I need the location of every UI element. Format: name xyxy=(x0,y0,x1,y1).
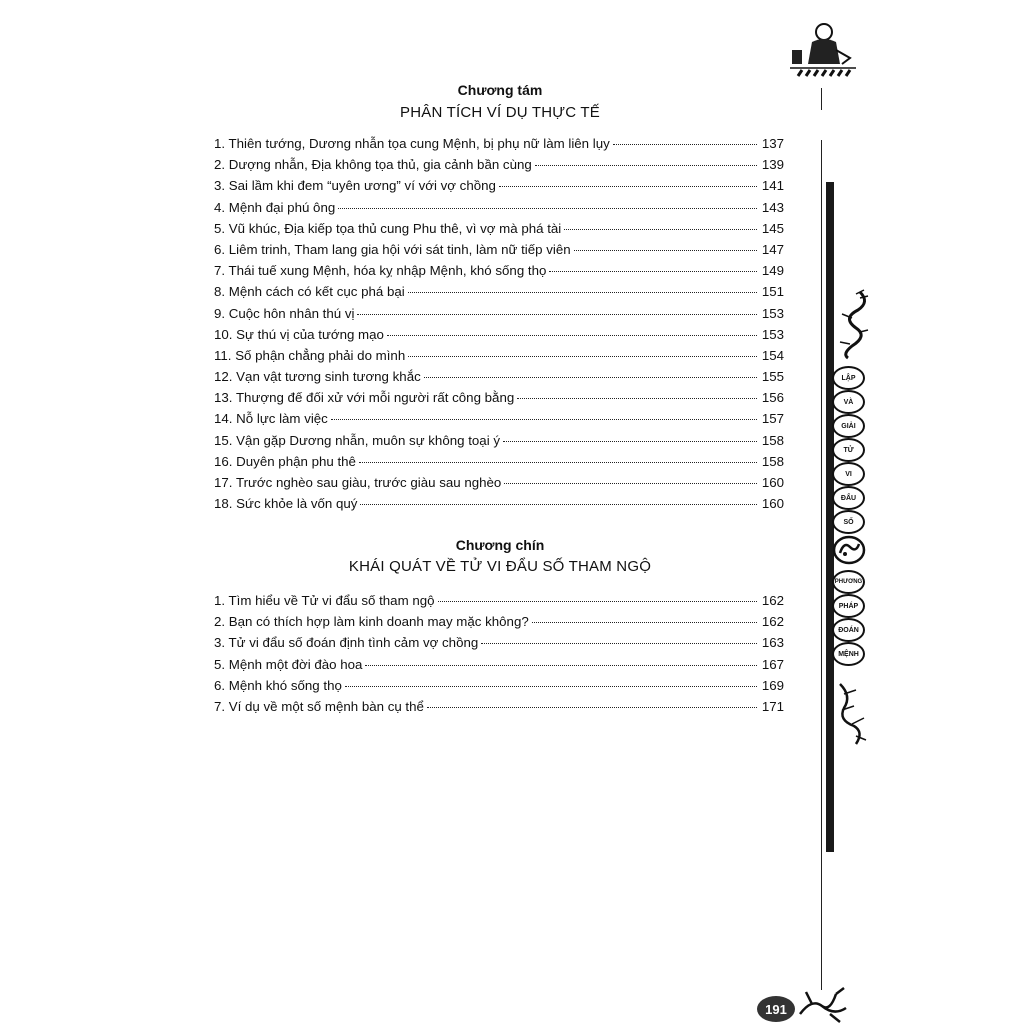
side-seal-vi: VI xyxy=(832,462,865,486)
floral-ornament-icon xyxy=(796,984,852,1024)
toc-entry-title: 5. Vũ khúc, Địa kiếp tọa thủ cung Phu thê, vì vợ mà phá tài xyxy=(214,220,562,236)
toc-entry-title: 4. Mệnh đại phú ông xyxy=(214,199,336,215)
toc-entry-page: 151 xyxy=(761,284,784,300)
toc-entry-page: 154 xyxy=(761,347,784,363)
side-seal-lap: LẬP xyxy=(832,366,865,390)
leader-dots xyxy=(408,356,757,357)
dragon-icon xyxy=(830,288,872,360)
toc-entry-page: 160 xyxy=(761,496,784,512)
toc-entry-title: 11. Số phận chẳng phải do mình xyxy=(214,347,406,363)
toc-entry-title: 8. Mệnh cách có kết cục phá bại xyxy=(214,284,405,300)
toc-entry-title: 15. Vận gặp Dương nhẫn, muôn sự không toại ý xyxy=(214,432,500,448)
toc-entry-page: 153 xyxy=(761,326,784,342)
toc-entry[interactable] xyxy=(214,699,784,720)
toc-entry[interactable] xyxy=(214,657,784,678)
toc-entry-title: 16. Duyên phận phu thê xyxy=(214,453,356,469)
toc-entry-page: 147 xyxy=(761,241,784,257)
toc-entry[interactable] xyxy=(214,678,784,699)
toc-entry[interactable] xyxy=(214,496,784,517)
toc-entry-title: 9. Cuộc hôn nhân thú vị xyxy=(214,305,355,321)
side-seal-so: SỐ xyxy=(832,510,865,534)
toc-entry[interactable] xyxy=(214,614,784,635)
toc-entry-page: 162 xyxy=(761,614,784,630)
toc-entry-title: 7. Ví dụ về một số mệnh bàn cụ thể xyxy=(214,698,424,714)
leader-dots xyxy=(535,165,757,166)
toc-entry[interactable] xyxy=(214,327,784,348)
toc-entry[interactable] xyxy=(214,411,784,432)
leader-dots xyxy=(408,292,757,293)
leader-dots xyxy=(360,504,757,505)
chapter-8-label: Chương tám xyxy=(457,82,543,98)
toc-entry-page: 143 xyxy=(761,199,784,215)
leader-dots xyxy=(504,483,757,484)
toc-entry[interactable] xyxy=(214,178,784,199)
leader-dots xyxy=(338,208,757,209)
toc-entry-page: 141 xyxy=(761,178,784,194)
toc-entry[interactable] xyxy=(214,242,784,263)
toc-entry-page: 153 xyxy=(761,305,784,321)
toc-entry[interactable] xyxy=(214,348,784,369)
toc-entry-title: 12. Vạn vật tương sinh tương khắc xyxy=(214,369,421,385)
toc-entry[interactable] xyxy=(214,369,784,390)
toc-entry-page: 162 xyxy=(761,593,784,608)
toc-entry[interactable] xyxy=(214,475,784,496)
leader-dots xyxy=(365,665,757,666)
vertical-rule xyxy=(821,140,822,990)
toc-entry-title: 3. Sai lầm khi đem “uyên ương” ví với vợ chồng xyxy=(214,178,496,194)
toc-entry-title: 7. Thái tuế xung Mệnh, hóa kỵ nhập Mệnh, khó sống thọ xyxy=(214,263,547,279)
toc-entry[interactable] xyxy=(214,454,784,475)
toc-entry-page: 139 xyxy=(761,157,784,173)
side-seal-doan: ĐOÁN xyxy=(832,618,865,642)
toc-entry-title: 2. Dượng nhẫn, Địa không tọa thủ, gia cảnh bần cùng xyxy=(214,157,532,173)
side-seal-dau: ĐẨU xyxy=(832,486,865,510)
toc-entry-title: 18. Sức khỏe là vốn quý xyxy=(214,496,358,512)
leader-dots xyxy=(499,186,757,187)
dragon-seal-icon xyxy=(832,535,866,565)
toc-entry-title: 1. Thiên tướng, Dương nhẫn tọa cung Mệnh, bị phụ nữ làm liên lụy xyxy=(214,136,610,151)
phoenix-icon xyxy=(834,680,868,750)
toc-entry-page: 169 xyxy=(761,677,784,693)
toc-entry[interactable] xyxy=(214,284,784,305)
side-seal-giai: GIẢI xyxy=(832,414,865,438)
leader-dots xyxy=(532,622,757,623)
toc-entry-page: 167 xyxy=(761,656,784,672)
leader-dots xyxy=(438,601,757,602)
toc-entry-page: 149 xyxy=(761,263,784,279)
chapter-8-toc xyxy=(214,136,784,517)
toc-entry[interactable] xyxy=(214,635,784,656)
leader-dots xyxy=(427,707,757,708)
leader-dots xyxy=(613,144,757,145)
toc-entry-title: 14. Nỗ lực làm việc xyxy=(214,411,328,427)
toc-entry-page: 158 xyxy=(761,432,784,448)
side-seal-phap: PHÁP xyxy=(832,594,865,618)
leader-dots xyxy=(357,314,757,315)
chapter-8-title: PHÂN TÍCH VÍ DỤ THỰC TẾ xyxy=(400,104,600,121)
toc-entry-page: 155 xyxy=(761,369,784,385)
leader-dots xyxy=(345,686,757,687)
toc-entry-title: 5. Mệnh một đời đào hoa xyxy=(214,656,363,672)
toc-entry[interactable] xyxy=(214,221,784,242)
toc-entry-title: 2. Bạn có thích hợp làm kinh doanh may mặc không? xyxy=(214,614,529,630)
leader-dots xyxy=(424,377,757,378)
side-seal-va: VÀ xyxy=(832,390,865,414)
toc-entry-title: 10. Sự thú vị của tướng mạo xyxy=(214,326,384,342)
toc-entry-page: 145 xyxy=(761,220,784,236)
toc-entry[interactable] xyxy=(214,433,784,454)
chapter-9-label: Chương chín xyxy=(455,537,545,553)
toc-entry-page: 171 xyxy=(761,698,784,714)
toc-entry[interactable] xyxy=(214,157,784,178)
leader-dots xyxy=(387,335,757,336)
toc-entry-page: 137 xyxy=(761,136,784,151)
chapter-9-toc xyxy=(214,593,784,720)
leader-dots xyxy=(331,419,757,420)
toc-entry[interactable] xyxy=(214,306,784,327)
page-number: 191 xyxy=(757,996,795,1022)
leader-dots xyxy=(503,441,757,442)
toc-entry-page: 157 xyxy=(761,411,784,427)
leader-dots xyxy=(481,643,757,644)
leader-dots xyxy=(517,398,757,399)
toc-entry-title: 3. Tử vi đẩu số đoán định tình cảm vợ chồng xyxy=(214,635,479,651)
side-seal-tu: TỬ xyxy=(832,438,865,462)
vertical-rule-top xyxy=(821,88,822,110)
leader-dots xyxy=(549,271,757,272)
toc-entry[interactable] xyxy=(214,263,784,284)
leader-dots xyxy=(359,462,757,463)
toc-entry-page: 158 xyxy=(761,453,784,469)
toc-entry[interactable] xyxy=(214,593,784,614)
toc-entry[interactable] xyxy=(214,200,784,221)
toc-entry-title: 13. Thượng đế đối xử với mỗi người rất công bằng xyxy=(214,390,515,406)
toc-entry-page: 163 xyxy=(761,635,784,651)
toc-entry-page: 160 xyxy=(761,475,784,490)
chapter-9-title: KHÁI QUÁT VỀ TỬ VI ĐẨU SỐ THAM NGỘ xyxy=(348,558,652,575)
toc-entry-title: 6. Liêm trinh, Tham lang gia hội với sát tinh, làm nữ tiếp viên xyxy=(214,241,571,257)
toc-entry-title: 17. Trước nghèo sau giàu, trước giàu sau nghèo xyxy=(214,475,502,490)
leader-dots xyxy=(564,229,757,230)
toc-entry-title: 1. Tìm hiểu về Tử vi đẩu số tham ngộ xyxy=(214,593,435,608)
toc-entry[interactable] xyxy=(214,390,784,411)
toc-entry-title: 6. Mệnh khó sống thọ xyxy=(214,677,342,693)
side-seal-menh: MỆNH xyxy=(832,642,865,666)
toc-entry-page: 156 xyxy=(761,390,784,406)
side-seal-phuong: PHƯƠNG xyxy=(832,570,865,594)
scholar-figure-icon xyxy=(784,20,860,82)
leader-dots xyxy=(574,250,757,251)
toc-entry[interactable] xyxy=(214,136,784,157)
